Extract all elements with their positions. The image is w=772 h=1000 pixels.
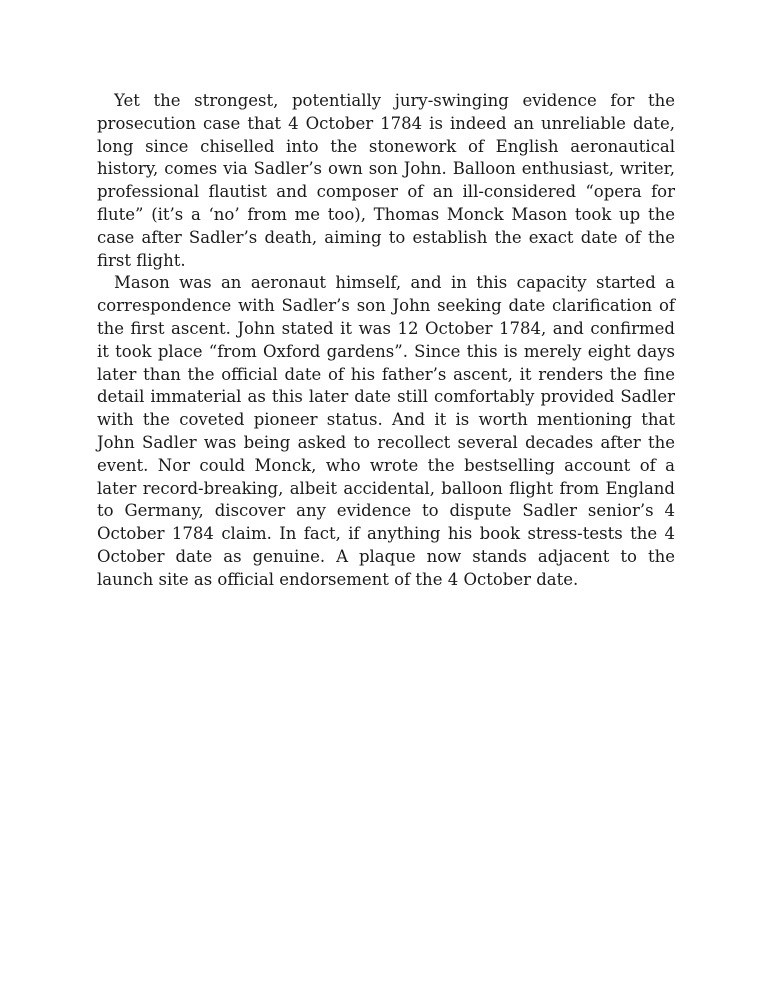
body-paragraph: Yet the strongest, potentially jury-swinging evidence for the prosecution case that 4 October 1784 is indeed an unreliable date, long since chiselled into the stonework of English aeronautical history, comes via Sadler’s own son John. Balloon enthusiast, writer, professional flautist and composer of an ill-considered “opera for flute” (it’s a ‘no’ from me too), Thomas Monck Mason took up the case after Sadler’s death, aiming to establish the exact date of the first flight. (97, 91, 675, 270)
document-page (97, 90, 675, 592)
body-paragraph: Mason was an aeronaut himself, and in this capacity started a correspondence with Sadler’s son John seeking date clarification of the first ascent. John stated it was 12 October 1784, and confirmed it took place “from Oxford gardens”. Since this is merely eight days later than the official date of his father’s ascent, it renders the fine detail immaterial as this later date still comfortably provided Sadler with the coveted pioneer status. And it is worth mentioning that John Sadler was being asked to recollect several decades after the event. Nor could Monck, who wrote the bestselling account of a later record-breaking, albeit accidental, balloon flight from England to Germany, discover any evidence to dispute Sadler senior’s 4 October 1784 claim. In fact, if anything his book stress-tests the 4 October date as genuine. A plaque now stands adjacent to the launch site as official endorsement of the 4 October date. (97, 273, 675, 589)
